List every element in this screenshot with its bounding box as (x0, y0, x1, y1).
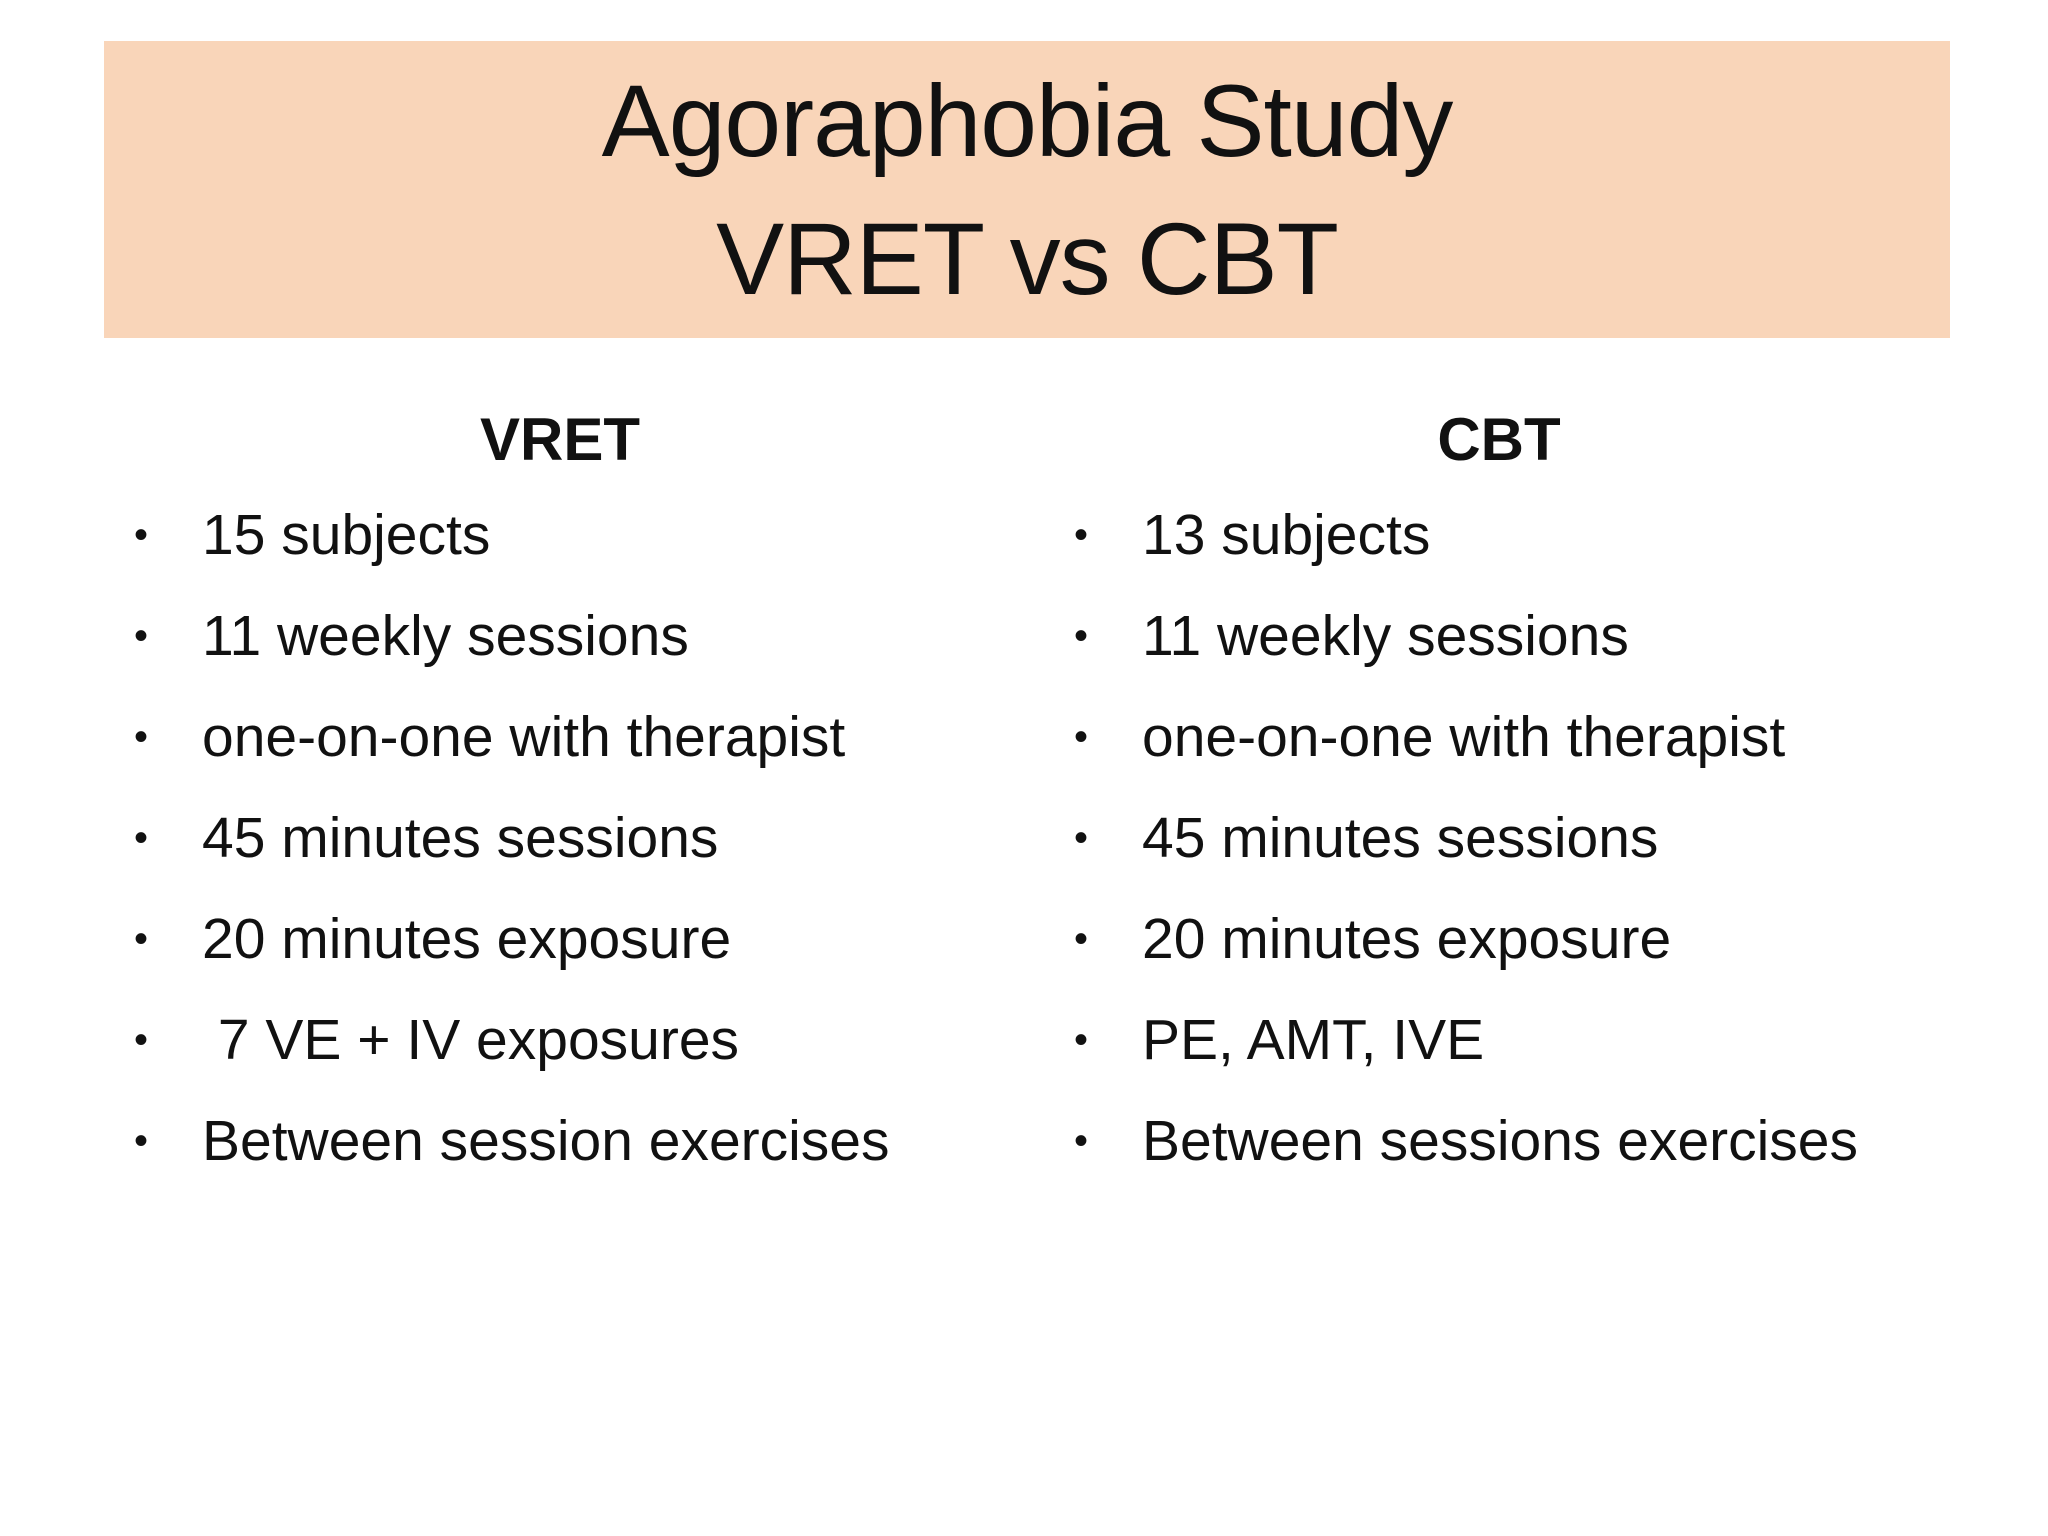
cbt-bullet-list (1044, 485, 1964, 1192)
bullet-dot-icon: • (133, 614, 148, 658)
cbt-bullet-item (1044, 788, 1964, 889)
cbt-bullet-text: 13 subjects (1142, 503, 1431, 567)
vret-bullet-list (104, 485, 1024, 1192)
vret-bullet-text: 45 minutes sessions (202, 806, 719, 870)
cbt-bullet-item (1044, 586, 1964, 687)
bullet-dot-icon: • (1073, 614, 1088, 658)
vret-bullet-item (104, 485, 1024, 586)
bullet-dot-icon: • (1073, 715, 1088, 759)
vret-bullet-item (104, 889, 1024, 990)
cbt-bullet-text: one-on-one with therapist (1142, 705, 1786, 769)
cbt-column (1044, 395, 1964, 1192)
title-banner (104, 41, 1950, 338)
cbt-bullet-item (1044, 990, 1964, 1091)
cbt-bullet-text: 45 minutes sessions (1142, 806, 1659, 870)
cbt-bullet-text: 11 weekly sessions (1142, 604, 1629, 668)
bullet-dot-icon: • (1073, 917, 1088, 961)
vret-bullet-text: Between session exercises (202, 1109, 890, 1173)
vret-column (104, 395, 1024, 1192)
vret-bullet-text: one-on-one with therapist (202, 705, 846, 769)
bullet-dot-icon: • (133, 917, 148, 961)
vret-bullet-item (104, 687, 1024, 788)
slide-subtitle: VRET vs CBT (716, 201, 1338, 316)
vret-bullet-item (104, 990, 1024, 1091)
vret-bullet-item (104, 1091, 1024, 1192)
slide-title: Agoraphobia Study (601, 63, 1453, 178)
vret-bullet-item (104, 586, 1024, 687)
vret-bullet-text: 20 minutes exposure (202, 907, 732, 971)
bullet-dot-icon: • (1073, 816, 1088, 860)
cbt-bullet-item (1044, 485, 1964, 586)
cbt-bullet-item (1044, 687, 1964, 788)
vret-bullet-text: 11 weekly sessions (202, 604, 689, 668)
bullet-dot-icon: • (1073, 513, 1088, 557)
bullet-dot-icon: • (133, 1119, 148, 1163)
cbt-heading: CBT (1437, 406, 1561, 473)
cbt-bullet-text: Between sessions exercises (1142, 1109, 1859, 1173)
bullet-dot-icon: • (1073, 1119, 1088, 1163)
bullet-dot-icon: • (133, 513, 148, 557)
bullet-dot-icon: • (133, 715, 148, 759)
cbt-bullet-item (1044, 889, 1964, 990)
cbt-bullet-text: PE, AMT, IVE (1142, 1008, 1485, 1072)
cbt-bullet-text: 20 minutes exposure (1142, 907, 1672, 971)
bullet-dot-icon: • (1073, 1018, 1088, 1062)
vret-bullet-text: 7 VE + IV exposures (202, 1008, 740, 1072)
vret-bullet-text: 15 subjects (202, 503, 491, 567)
bullet-dot-icon: • (133, 1018, 148, 1062)
vret-bullet-item (104, 788, 1024, 889)
cbt-bullet-item (1044, 1091, 1964, 1192)
bullet-dot-icon: • (133, 816, 148, 860)
vret-heading: VRET (479, 406, 641, 473)
